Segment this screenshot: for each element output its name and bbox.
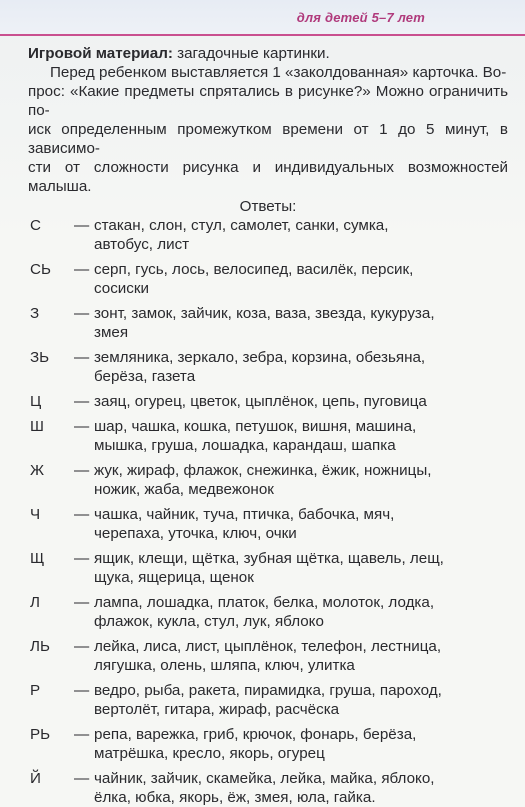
word-list: [94, 304, 508, 342]
dash-separator: —: [74, 638, 90, 655]
word-line: берёза, газета: [94, 368, 196, 385]
word-list: [94, 417, 508, 455]
page-header: [0, 0, 525, 36]
material-text: загадочные картинки.: [172, 45, 330, 62]
word-list: [94, 549, 508, 587]
dash-separator: —: [74, 682, 90, 699]
list-item: [28, 637, 508, 675]
sound-letter: РЬ: [30, 726, 51, 743]
word-line: лейка, лиса, лист, цыплёнок, телефон, лестница,: [94, 638, 442, 655]
word-line: заяц, огурец, цветок, цыплёнок, цепь, пуговица: [94, 393, 427, 410]
dash-separator: —: [74, 418, 90, 435]
word-list: [94, 637, 508, 675]
answers-heading: Ответы:: [239, 198, 297, 215]
word-line: ножик, жаба, медвежонок: [94, 481, 274, 498]
list-item: [28, 216, 508, 254]
sound-letter: Ц: [30, 393, 42, 410]
word-line: репа, варежка, гриб, крючок, фонарь, берёза,: [94, 726, 417, 743]
page-content: [28, 44, 508, 807]
word-line: чайник, зайчик, скамейка, лейка, майка, яблоко,: [94, 770, 435, 787]
word-line: флажок, кукла, стул, лук, яблоко: [94, 613, 324, 630]
word-line: зонт, замок, зайчик, коза, ваза, звезда, кукуруза,: [94, 305, 435, 322]
list-item: [28, 260, 508, 298]
word-line: автобус, лист: [94, 236, 190, 253]
dash-separator: —: [74, 594, 90, 611]
dash-separator: —: [74, 462, 90, 479]
word-list: [94, 505, 508, 543]
sound-letter: Ш: [30, 418, 44, 435]
sound-letter: Й: [30, 770, 41, 787]
sound-letter: Щ: [30, 550, 45, 567]
list-item: [28, 505, 508, 543]
material-line: [28, 44, 508, 63]
instruction-paragraph: [28, 63, 508, 196]
word-line: шар, чашка, кошка, петушок, вишня, машина,: [94, 418, 417, 435]
word-list: [94, 348, 508, 386]
word-list: [94, 461, 508, 499]
word-list: [94, 392, 508, 411]
word-line: мышка, груша, лошадка, карандаш, шапка: [94, 437, 396, 454]
list-item: [28, 348, 508, 386]
word-list: [94, 260, 508, 298]
sound-letter: С: [30, 217, 41, 234]
word-list: [94, 593, 508, 631]
list-item: [28, 304, 508, 342]
word-line: чашка, чайник, туча, птичка, бабочка, мяч,: [94, 506, 395, 523]
dash-separator: —: [74, 305, 90, 322]
word-list: [94, 725, 508, 763]
list-item: [28, 461, 508, 499]
word-line: ведро, рыба, ракета, пирамидка, груша, пароход,: [94, 682, 442, 699]
word-line: серп, гусь, лось, велосипед, василёк, персик,: [94, 261, 414, 278]
list-item: [28, 417, 508, 455]
instruction-line: иск определенным промежутком времени от 1 до 5 минут, в зависимо-: [28, 121, 508, 157]
word-line: жук, жираф, флажок, снежинка, ёжик, ножницы,: [94, 462, 432, 479]
sound-letter: Ж: [30, 462, 45, 479]
list-item: [28, 392, 508, 411]
sound-letter: З: [30, 305, 40, 322]
list-item: [28, 725, 508, 763]
dash-separator: —: [74, 349, 90, 366]
answers-list: [28, 216, 508, 807]
word-line: сосиски: [94, 280, 150, 297]
dash-separator: —: [74, 770, 90, 787]
sound-letter: ЛЬ: [30, 638, 50, 655]
word-line: змея: [94, 324, 129, 341]
word-line: земляника, зеркало, зебра, корзина, обезьяна,: [94, 349, 426, 366]
sound-letter: Л: [30, 594, 40, 611]
list-item: [28, 549, 508, 587]
word-list: [94, 769, 508, 807]
word-line: лягушка, олень, шляпа, ключ, улитка: [94, 657, 355, 674]
dash-separator: —: [74, 217, 90, 234]
word-line: лампа, лошадка, платок, белка, молоток, лодка,: [94, 594, 435, 611]
instruction-line: прос: «Какие предметы спрятались в рисунке?» Можно ограничить по-: [28, 83, 508, 119]
list-item: [28, 769, 508, 807]
instruction-line: сти от сложности рисунка и индивидуальных возможностей малыша.: [28, 159, 508, 195]
instruction-line: Перед ребенком выставляется 1 «заколдованная» карточка. Во-: [50, 64, 507, 81]
dash-separator: —: [74, 726, 90, 743]
sound-letter: СЬ: [30, 261, 51, 278]
word-line: щука, ящерица, щенок: [94, 569, 254, 586]
dash-separator: —: [74, 506, 90, 523]
dash-separator: —: [74, 261, 90, 278]
word-list: [94, 681, 508, 719]
material-label: Игровой материал:: [28, 45, 173, 62]
dash-separator: —: [74, 550, 90, 567]
word-line: вертолёт, гитара, жираф, расчёска: [94, 701, 340, 718]
word-line: стакан, слон, стул, самолет, санки, сумка,: [94, 217, 389, 234]
list-item: [28, 593, 508, 631]
word-line: ёлка, юбка, якорь, ёж, змея, юла, гайка.: [94, 789, 376, 806]
word-list: [94, 216, 508, 254]
age-group-title: для детей 5–7 лет: [296, 10, 425, 25]
list-item: [28, 681, 508, 719]
word-line: ящик, клещи, щётка, зубная щётка, щавель, лещ,: [94, 550, 444, 567]
word-line: матрёшка, кресло, якорь, огурец: [94, 745, 325, 762]
word-line: черепаха, уточка, ключ, очки: [94, 525, 297, 542]
dash-separator: —: [74, 393, 90, 410]
sound-letter: Ч: [30, 506, 41, 523]
sound-letter: ЗЬ: [30, 349, 50, 366]
sound-letter: Р: [30, 682, 41, 699]
